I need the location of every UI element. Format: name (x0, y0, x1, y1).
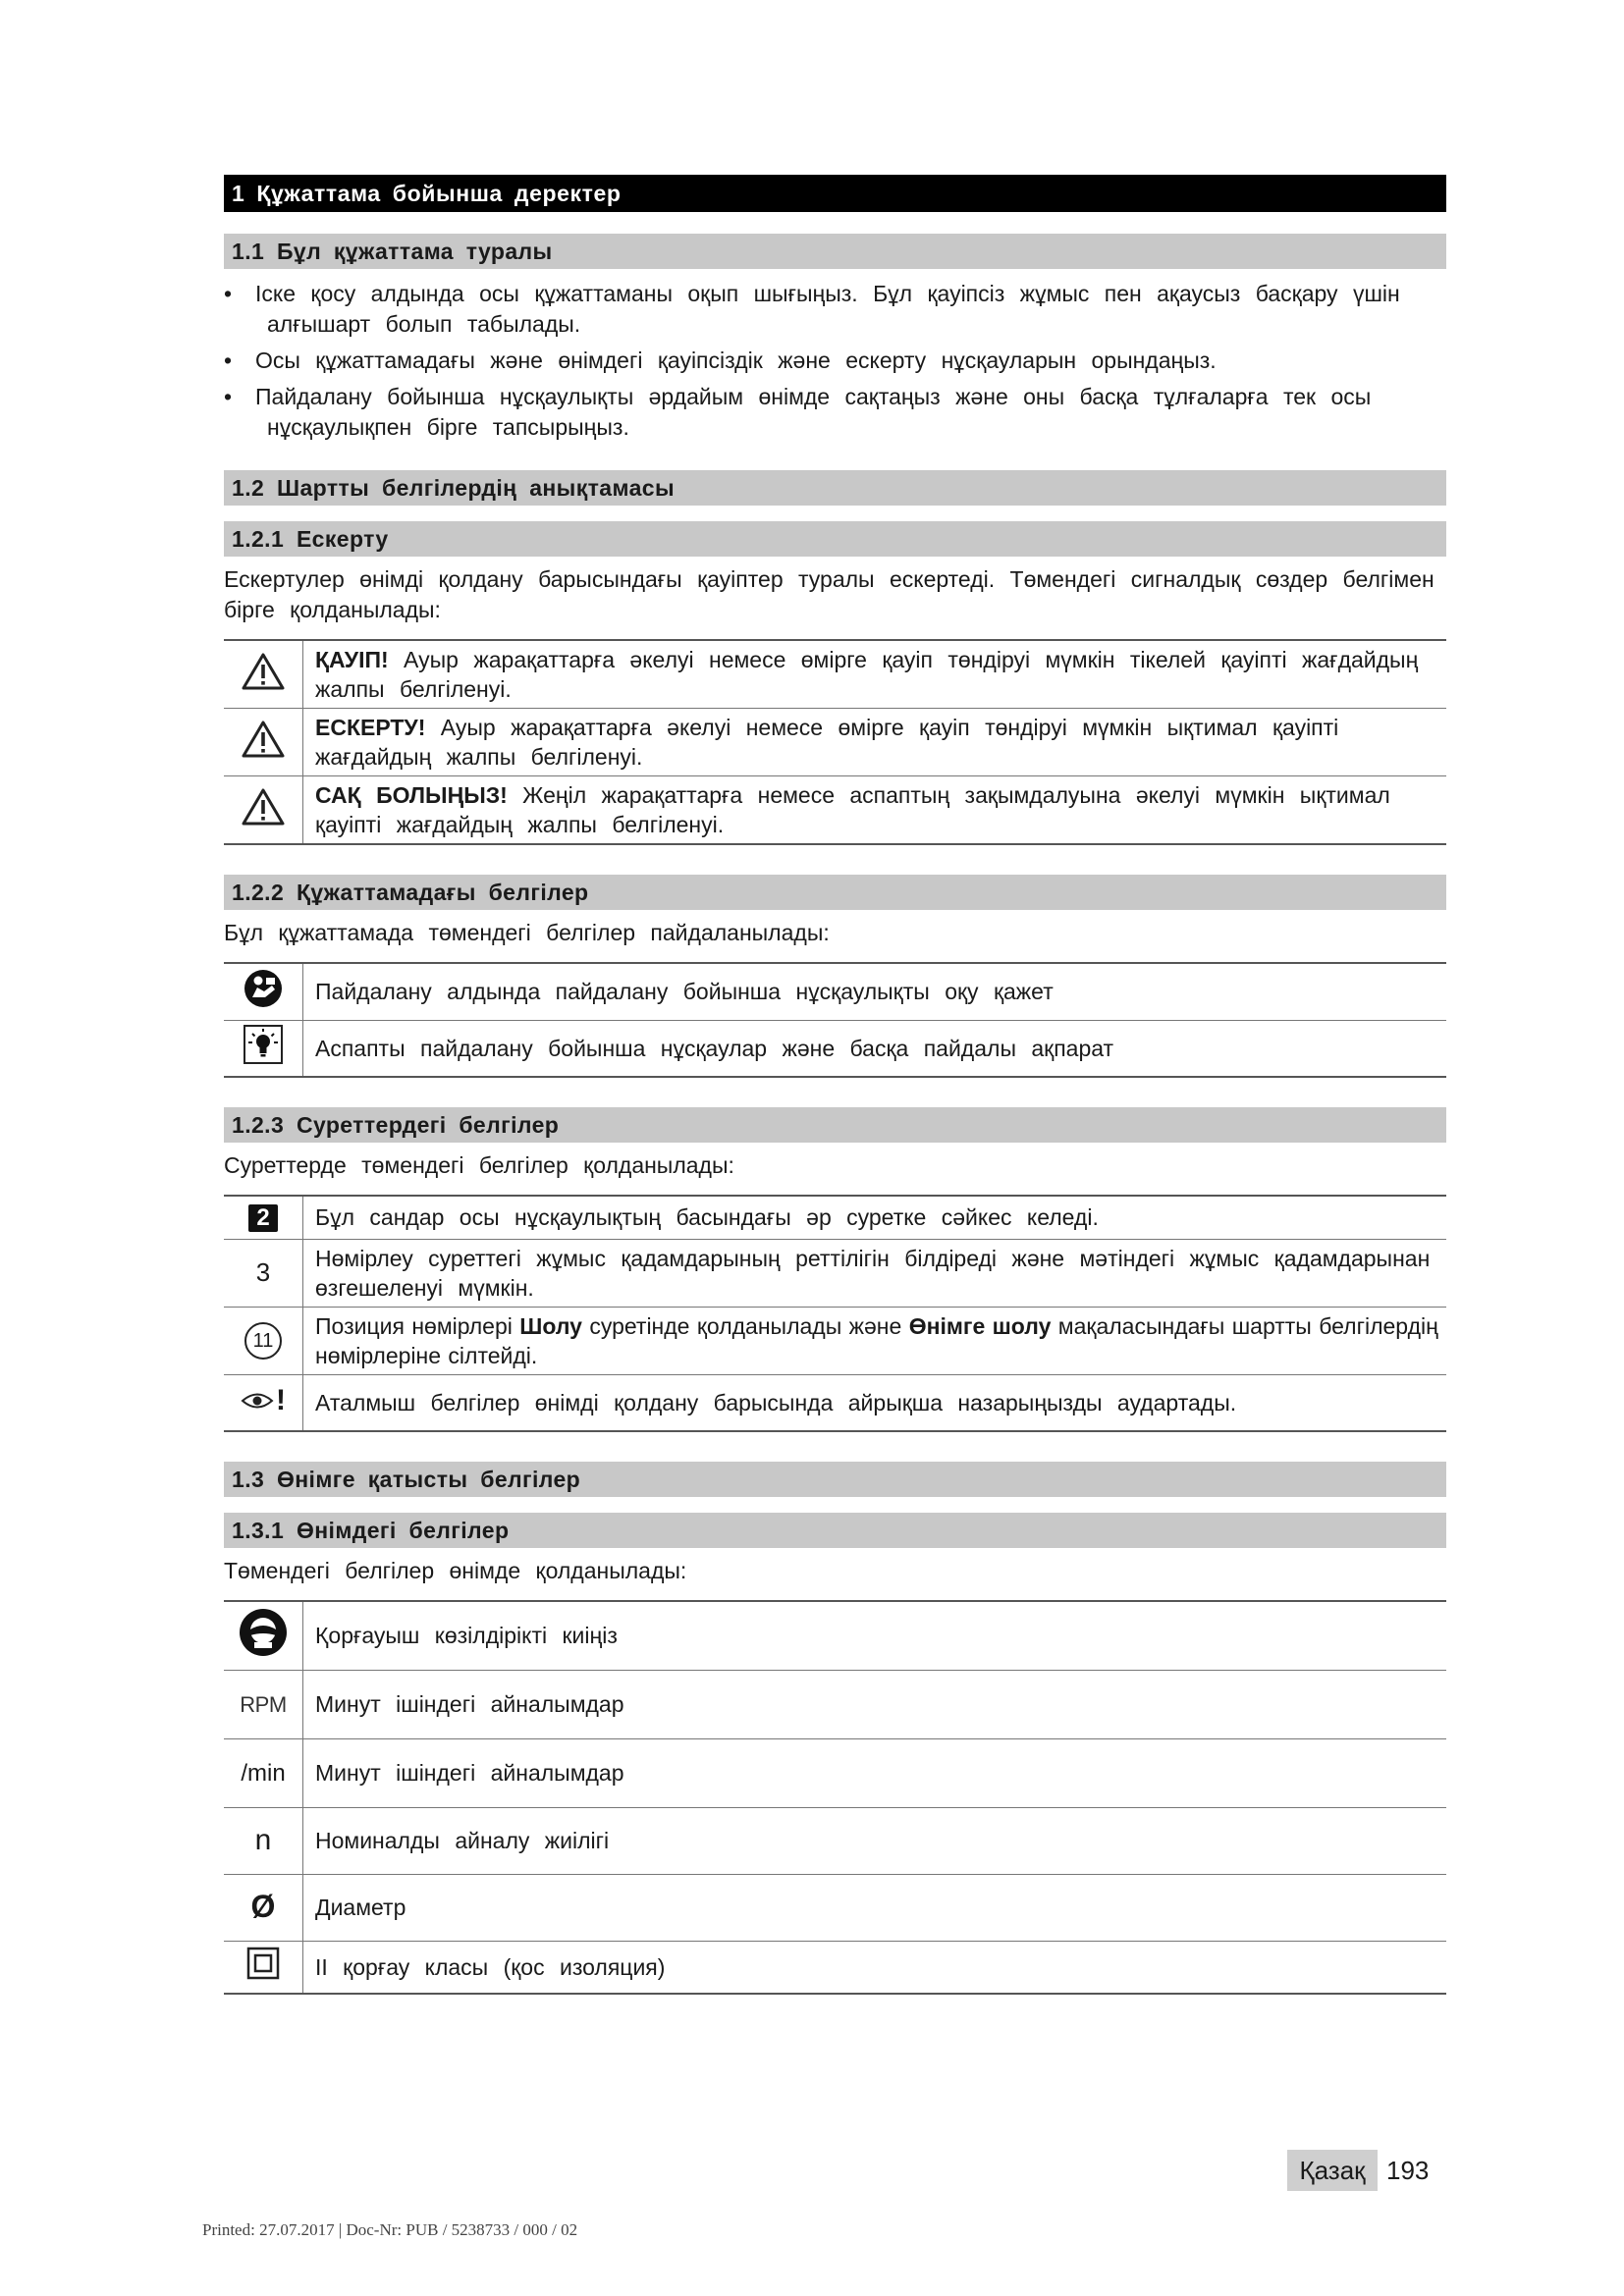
list-item: • Іске қосу алдында осы құжаттаманы оқып шығыңыз. Бұл қауіпсіз жұмыс пен ақаусыз басқару үшін алғышарт болып табылады. (224, 279, 1584, 340)
section-1-3-1-heading: 1.3.1 Өнімдегі белгілер (224, 1513, 1446, 1548)
position-number-icon: 11 (244, 1322, 282, 1360)
safety-goggles-icon (239, 1608, 288, 1657)
table-row: ҚАУІП! Ауыр жарақаттарға әкелуі немесе өмірге қауіп төндіруі мүмкін тікелей қауіпті жағдайдың жалпы белгіленуі. (224, 640, 1446, 709)
rpm-symbol: RPM (240, 1691, 287, 1717)
doc-symbols-intro: Бұл құжаттамада төмендегі белгілер пайдаланылады: (224, 920, 830, 945)
table-row: Ø Диаметр (224, 1874, 1446, 1941)
instructions-list (224, 279, 1584, 443)
table-row: Қорғауыш көзілдірікті киіңіз (224, 1601, 1446, 1670)
table-row: n Номиналды айналу жиілігі (224, 1807, 1446, 1874)
table-row: Пайдалану алдында пайдалану бойынша нұсқаулықты оқу қажет (224, 963, 1446, 1020)
table-row: ! Аталмыш белгілер өнімді қолдану барысында айрықша назарыңызды аудартады. (224, 1374, 1446, 1431)
table-row: Аспапты пайдалану бойынша нұсқаулар және басқа пайдалы ақпарат (224, 1020, 1446, 1077)
section-1-heading: 1 Құжаттама бойынша деректер (224, 175, 1446, 212)
table-row: САҚ БОЛЫҢЫЗ! Жеңіл жарақаттарға немесе аспаптың зақымдалуына әкелуі мүмкін ықтимал қауіпті жағдайдың жалпы белгіленуі. (224, 776, 1446, 845)
warning-triangle-icon (242, 652, 285, 691)
step-number-icon: 3 (255, 1257, 271, 1287)
figure-symbols-intro: Суреттерде төмендегі белгілер қолданылады: (224, 1152, 734, 1178)
doc-symbols-table (224, 962, 1446, 1078)
figure-number-icon: 2 (248, 1204, 278, 1232)
figure-symbols-table (224, 1195, 1446, 1432)
section-1-2-2-heading: 1.2.2 Құжаттамадағы белгілер (224, 875, 1446, 910)
list-item: • Пайдалану бойынша нұсқаулықты әрдайым өнімде сақтаңыз және оны басқа тұлғаларға тек осы нұсқаулықпен бірге тапсырыңыз. (224, 382, 1584, 443)
read-manual-icon (243, 968, 284, 1009)
section-1-1-heading: 1.1 Бұл құжаттама туралы (224, 234, 1446, 269)
table-row: ЕСКЕРТУ! Ауыр жарақаттарға әкелуі немесе өмірге қауіп төндіруі мүмкін ықтимал қауіпті жағдайдың жалпы белгіленуі. (224, 709, 1446, 776)
per-minute-symbol: /min (241, 1759, 286, 1787)
rated-speed-symbol: n (254, 1823, 272, 1856)
table-row: II қорғау класы (қос изоляция) (224, 1941, 1446, 1994)
double-insulation-icon (246, 1947, 280, 1980)
table-row: /min Минут ішіндегі айналымдар (224, 1738, 1446, 1807)
language-badge: Қазақ (1287, 2150, 1378, 2191)
section-1-2-heading: 1.2 Шартты белгілердің анықтамасы (224, 470, 1446, 506)
lightbulb-info-icon (243, 1024, 284, 1065)
section-1-2-1-heading: 1.2.1 Ескерту (224, 521, 1446, 557)
section-1-2-3-heading: 1.2.3 Суреттердегі белгілер (224, 1107, 1446, 1143)
table-row: 2 Бұл сандар осы нұсқаулықтың басындағы әр суретке сәйкес келеді. (224, 1196, 1446, 1239)
diameter-symbol: Ø (250, 1888, 276, 1924)
page-content (224, 175, 1446, 1995)
table-row: RPM Минут ішіндегі айналымдар (224, 1670, 1446, 1738)
attention-eye-icon: ! (241, 1386, 286, 1415)
table-row: 3 Нөмірлеу суреттегі жұмыс қадамдарының реттілігін білдіреді және мәтіндегі жұмыс қадамдарынан өзгешеленуі мүмкін. (224, 1239, 1446, 1307)
product-symbols-table (224, 1600, 1446, 1995)
warning-triangle-icon (242, 720, 285, 759)
list-item: • Осы құжаттамадағы және өнімдегі қауіпсіздік және ескерту нұсқауларын орындаңыз. (224, 346, 1584, 376)
table-row: 11 Позиция нөмірлері Шолу суретінде қолданылады және Өнімге шолу мақаласындағы шартты белгілердің нөмірлеріне сілтейді. (224, 1307, 1446, 1374)
section-1-3-heading: 1.3 Өнімге қатысты белгілер (224, 1462, 1446, 1497)
page-number: 193 (1386, 2156, 1430, 2185)
warning-table (224, 639, 1446, 845)
product-symbols-intro: Төмендегі белгілер өнімде қолданылады: (224, 1558, 687, 1583)
print-info: Printed: 27.07.2017 | Doc-Nr: PUB / 5238733 / 000 / 02 (202, 2220, 578, 2239)
warning-triangle-icon (242, 787, 285, 827)
warning-intro: Ескертулер өнімді қолдану барысындағы қауіптер туралы ескертеді. Төмендегі сигналдық сөздер белгімен бірге қолданылады: (224, 566, 1435, 622)
